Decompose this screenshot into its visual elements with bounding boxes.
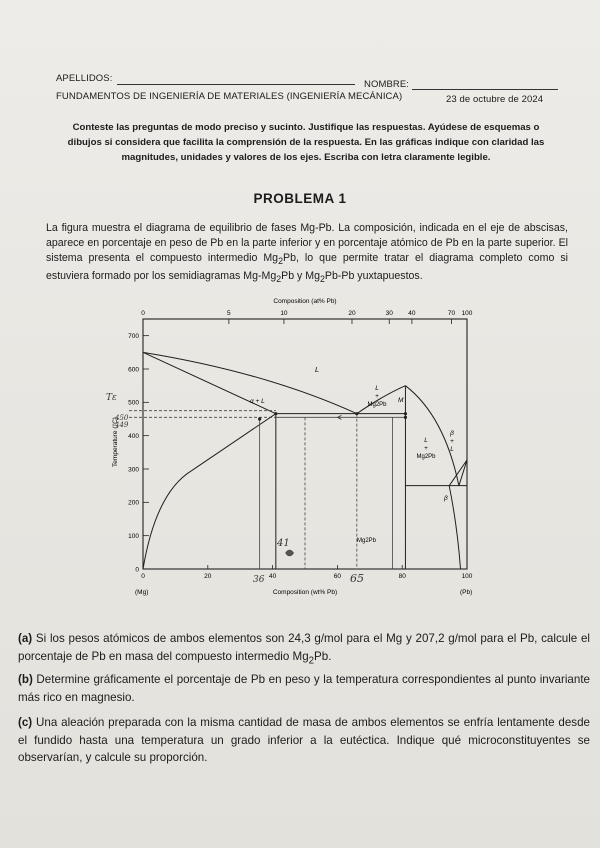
hand-449: 449 (115, 421, 129, 429)
label-beta: β (444, 495, 448, 502)
nombre-field[interactable] (412, 89, 558, 90)
label-liquid: L (315, 365, 320, 374)
x-axis-title: Composition (wt% Pb) (272, 589, 338, 596)
y-axis-title: Temperature (°C) (112, 417, 119, 467)
y-tick-label: 400 (128, 432, 139, 440)
x-tick-label: 60 (333, 573, 342, 580)
intro-text-4: Pb-Pb yuxtapuestos. (324, 270, 423, 283)
hand-36: 36 (253, 575, 265, 585)
x-tick-label: 100 (461, 573, 473, 580)
label-l-mg2pb-right-c: Mg2Pb (416, 454, 436, 460)
x-tick-label: 80 (398, 573, 406, 580)
question-a-text-1: Si los pesos atómicos de ambos elementos son 24,3 g/mol para el Mg y 207,2 g/mol para el Pb, calcule el porcentaje de Pb en masa del compuesto intermedio Mg (18, 632, 590, 663)
question-b-text: Determine gráficamente el porcentaje de Pb en peso y la temperatura correspondientes al punto invariante más rico en magnesio. (18, 673, 590, 704)
ticks-layer (128, 310, 473, 580)
intro-sub-2: 2 (276, 274, 282, 285)
course-title: FUNDAMENTOS DE INGENIERÍA DE MATERIALES (INGENIERÍA MECÁNICA) (56, 91, 403, 102)
question-a-sub: 2 (308, 654, 315, 666)
question-c-label: (c) (18, 716, 33, 729)
invariant-point (258, 417, 261, 420)
y-tick-label: 200 (128, 499, 139, 507)
label-l-mg2pb-right-b: + (424, 445, 428, 452)
exam-date: 23 de octubre de 2024 (446, 94, 544, 105)
intro-text-2: Pb, lo que permite tratar el diagrama completo como si estuviera formado por los semidiagramas Mg-Mg (46, 252, 569, 283)
y-tick-label: 500 (128, 399, 139, 407)
nombre-label: NOMBRE: (364, 79, 410, 90)
instructions: Conteste las preguntas de modo preciso y sucinto. Justifique las respuestas. Ayúdese de esquemas o dibujos si considera que facilita la comprensión de la respuesta. En las gráficas indique con claridad las magnitudes, unidades y valores de los ejes. Escriba con letra claramente legible. (67, 122, 545, 163)
liquidus-pb (459, 460, 467, 486)
label-beta-liquid-a: β (450, 430, 454, 437)
top-tick-label: 70 (447, 310, 456, 317)
label-beta-liquid-c: L (450, 446, 454, 453)
apellidos-field[interactable] (117, 84, 355, 85)
x-tick-label: 40 (268, 573, 277, 580)
question-b (18, 671, 590, 706)
invariant-point (274, 412, 277, 415)
apellidos-label: APELLIDOS: (56, 73, 113, 84)
top-tick-label: 20 (348, 310, 356, 317)
solvus-right (449, 486, 460, 569)
hand-450: 450 (115, 414, 129, 422)
intro-sub-1: 2 (278, 256, 283, 267)
problem-intro (46, 221, 568, 287)
hand-65: 65 (350, 572, 364, 585)
problem-title: PROBLEMA 1 (253, 191, 347, 206)
curves-layer (129, 352, 467, 569)
solvus-left (143, 414, 276, 569)
y-tick-label: 600 (128, 366, 139, 374)
y-tick-label: 0 (135, 566, 139, 574)
x-tick-label: 0 (141, 573, 145, 580)
question-c-text: Una aleación preparada con la misma cantidad de masa de ambos elementos se enfría lentamente desde el fundido hasta una temperatura un grado inferior a la eutéctica. Indique qué microconstituyentes se observarían, y calcule su proporción. (18, 716, 590, 764)
question-b-label: (b) (18, 673, 33, 686)
label-l-mg2pb-a: L (375, 385, 379, 392)
invariant-point (355, 412, 358, 415)
label-beta-liquid-b: + (450, 438, 454, 445)
label-l-mg2pb-b: + (375, 393, 379, 400)
question-a-label: (a) (18, 632, 33, 645)
invariant-point (404, 412, 407, 415)
label-l-mg2pb-c: Mg2Pb (367, 402, 387, 408)
mg-end-label: (Mg) (135, 589, 149, 596)
question-a-text-2: Pb. (314, 649, 332, 663)
top-tick-label: 40 (408, 310, 416, 317)
x-tick-label: 20 (204, 573, 212, 580)
label-l-mg2pb-right-a: L (424, 437, 428, 444)
top-tick-label: 0 (141, 310, 145, 317)
intro-sub-3: 2 (320, 274, 325, 285)
top-tick-label: 10 (280, 310, 288, 317)
question-a (18, 630, 590, 669)
question-c (18, 714, 590, 767)
phase-diagram (95, 292, 505, 602)
y-tick-label: 700 (128, 332, 139, 340)
invariant-point (404, 416, 407, 419)
top-tick-label: 100 (461, 310, 473, 317)
intro-text-1: La figura muestra el diagrama de equilibrio de fases Mg-Pb. La composición, indicada en el eje de abscisas, aparece en porcentaje en peso de Pb en la parte inferior y en porcentaje atómico de Pb en la parte superior. El sistema presenta el compuesto intermedio Mg (46, 222, 568, 264)
label-max: M (398, 397, 404, 404)
hand-scribble (286, 550, 294, 556)
y-tick-label: 300 (128, 466, 139, 474)
intro-text-3: Pb y Mg (281, 270, 320, 283)
top-tick-label: 5 (227, 310, 231, 317)
top-axis-title: Composition (at% Pb) (273, 298, 337, 305)
hand-te: Tε (106, 393, 117, 403)
y-tick-label: 100 (128, 532, 139, 540)
top-tick-label: 30 (385, 310, 393, 317)
label-alpha-liquid: α + L (250, 398, 265, 405)
pb-end-label: (Pb) (460, 589, 473, 596)
hand-41: 41 (277, 538, 290, 549)
label-compound: Mg2Pb (357, 538, 377, 544)
